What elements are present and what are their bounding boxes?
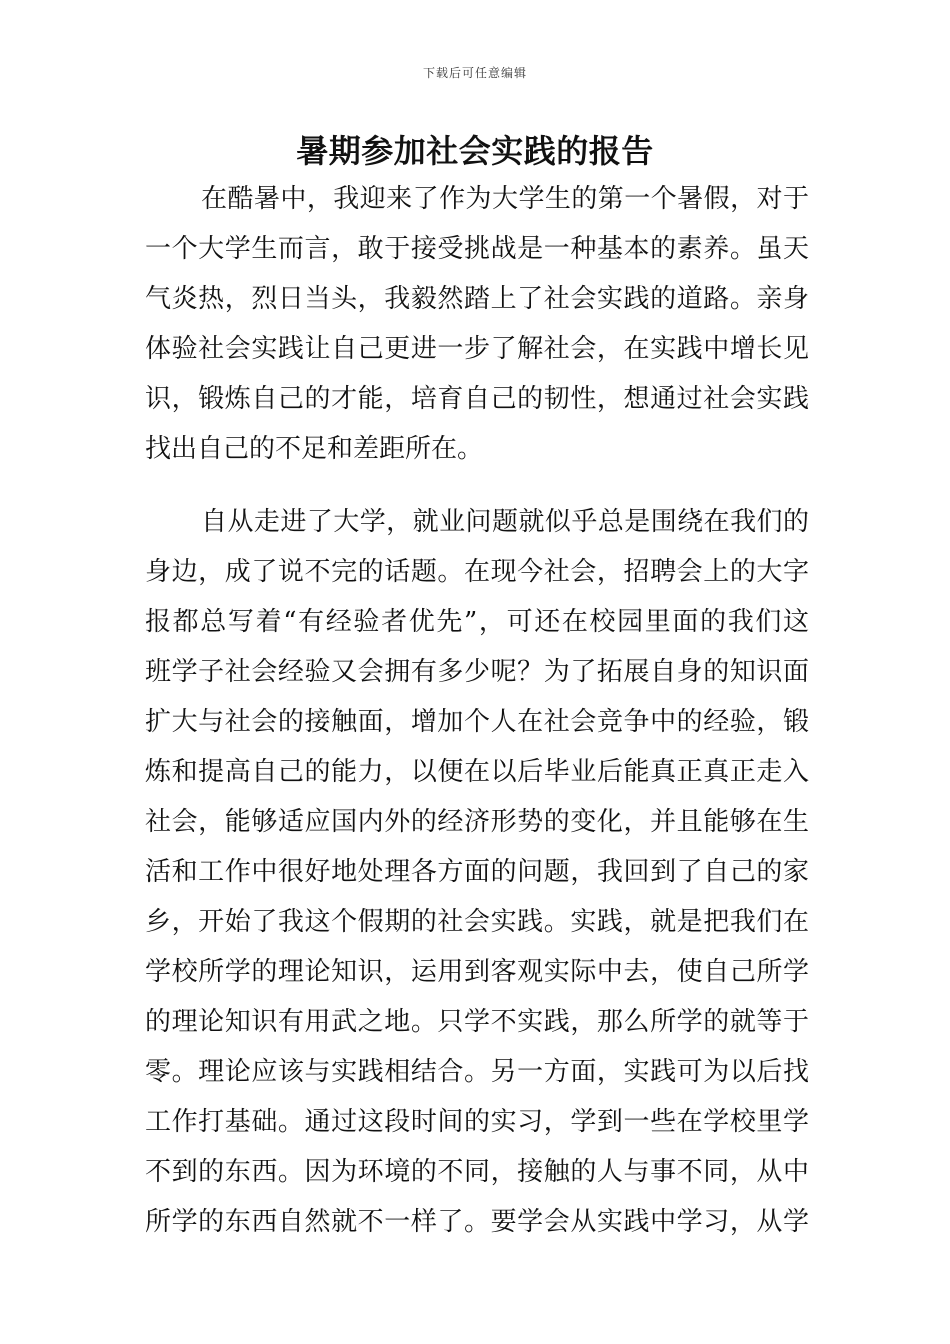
paragraph-line: 零。理论应该与实践相结合。另一方面，实践可为以后找 — [145, 1057, 809, 1087]
paragraph-line: 身边，成了说不完的话题。在现今社会，招聘会上的大字 — [145, 557, 809, 587]
paragraph-line: 自从走进了大学，就业问题就似乎总是围绕在我们的 — [201, 507, 809, 537]
header-note: 下载后可任意编辑 — [422, 66, 527, 80]
paragraph-line: 一个大学生而言，敢于接受挑战是一种基本的素养。虽天 — [145, 234, 809, 264]
paragraph-line: 不到的东西。因为环境的不同，接触的人与事不同，从中 — [145, 1157, 809, 1187]
paragraph-line: 学校所学的理论知识，运用到客观实际中去，使自己所学 — [145, 957, 809, 987]
paragraph-line: 炼和提高自己的能力，以便在以后毕业后能真正真正走入 — [145, 757, 809, 787]
paragraph-line: 体验社会实践让自己更进一步了解社会，在实践中增长见 — [145, 334, 809, 364]
paragraph-line: 找出自己的不足和差距所在。 — [145, 434, 484, 464]
paragraph-line: 所学的东西自然就不一样了。要学会从实践中学习，从学 — [145, 1207, 809, 1237]
paragraph-line: 班学子社会经验又会拥有多少呢？为了拓展自身的知识面 — [145, 657, 809, 687]
paragraph-gap — [145, 474, 809, 497]
document-body — [145, 174, 809, 1247]
paragraph-line: 工作打基础。通过这段时间的实习，学到一些在学校里学 — [145, 1107, 809, 1137]
paragraph-line: 识，锻炼自己的才能，培育自己的韧性，想通过社会实践 — [145, 384, 809, 414]
paragraph-line: 社会，能够适应国内外的经济形势的变化，并且能够在生 — [145, 807, 809, 837]
paragraph-line: 扩大与社会的接触面，增加个人在社会竞争中的经验，锻 — [145, 707, 809, 737]
paragraph-line: 报都总写着“有经验者优先”，可还在校园里面的我们这 — [145, 607, 809, 637]
paragraph-line: 活和工作中很好地处理各方面的问题，我回到了自己的家 — [145, 857, 809, 887]
paragraph-line: 在酷暑中，我迎来了作为大学生的第一个暑假，对于 — [201, 184, 809, 214]
paragraph-2 — [145, 497, 809, 1247]
paragraph-1 — [145, 174, 809, 474]
paragraph-line: 乡，开始了我这个假期的社会实践。实践，就是把我们在 — [145, 907, 809, 937]
paragraph-line: 的理论知识有用武之地。只学不实践，那么所学的就等于 — [145, 1007, 809, 1037]
paragraph-line: 气炎热，烈日当头，我毅然踏上了社会实践的道路。亲身 — [145, 284, 809, 314]
document-title: 暑期参加社会实践的报告 — [296, 132, 654, 170]
